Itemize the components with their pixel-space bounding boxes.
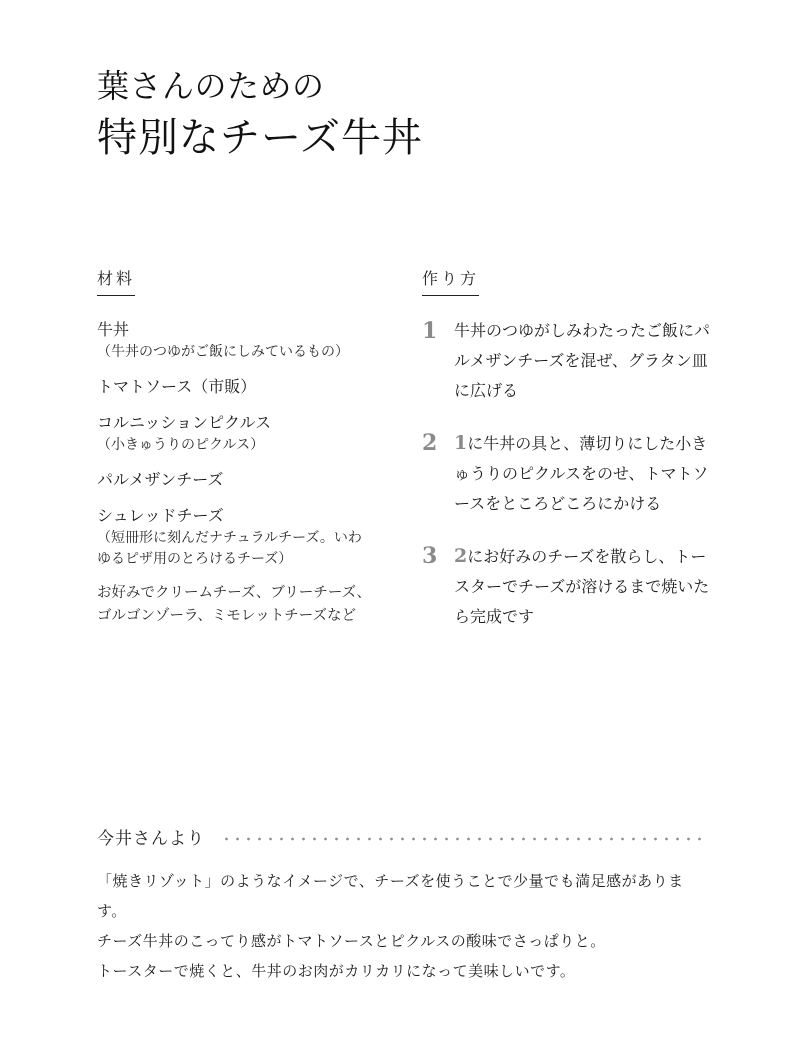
step-text [454,316,716,406]
steps-list [422,316,722,654]
step-body: にお好みのチーズを散らし、トースターでチーズが溶けるまで焼いたら完成です [454,547,710,626]
ingredient-name: コルニッションピクルス [97,413,272,432]
step-reference: 1 [454,432,468,454]
ingredient-item [97,318,397,363]
ingredient-optional-line: ゴルゴンゾーラ、ミモレットチーズなど [97,608,356,624]
dotted-divider [221,837,707,841]
ingredient-item [97,375,397,399]
ingredient-name: トマトソース（市販） [97,377,257,396]
step-text [454,428,716,519]
page-title: 特別なチーズ牛丼 [97,115,423,161]
step-item [422,428,722,519]
ingredient-note: （短冊形に刻んだナチュラルチーズ。いわ [97,530,362,546]
ingredient-item [97,411,397,456]
comment-paragraph: トースターで焼くと、牛丼のお肉がカリカリになって美味しいです。 [97,962,576,980]
step-text [454,541,716,632]
ingredient-note: （小きゅうりのピクルス） [97,437,265,453]
ingredient-note: ゆるピザ用のとろけるチーズ） [97,551,293,567]
ingredient-item [97,468,397,492]
title-block [97,66,423,164]
step-item [422,541,722,632]
ingredient-name: シュレッドチーズ [97,506,224,525]
step-item [422,316,722,406]
step-body: に牛丼の具と、薄切りにした小きゅうりのピクルスをのせ、トマトソースをところどころにかける [454,434,709,513]
step-body: 牛丼のつゆがしみわたったご飯にパルメザンチーズを混ぜ、グラタン皿に広げる [454,321,711,400]
step-reference: 2 [454,545,468,567]
ingredient-optional-line: お好みでクリームチーズ、ブリーチーズ、 [97,585,372,601]
comment-body [97,866,709,986]
comment-title: 今井さんより [97,829,205,849]
ingredients-heading: 材料 [97,268,135,296]
ingredient-name: 牛丼 [97,320,130,339]
ingredients-list [97,318,397,628]
comment-paragraph: チーズ牛丼のこってり感がトマトソースとピクルスの酸味でさっぱりと。 [97,932,606,950]
step-number: 1 [422,318,438,344]
comment-header [97,826,707,852]
step-number: 3 [422,543,438,569]
ingredient-name: パルメザンチーズ [97,470,224,489]
ingredient-note: （牛丼のつゆがご飯にしみているもの） [97,344,349,360]
ingredient-optional [97,582,397,628]
steps-heading: 作り方 [422,268,479,296]
comment-paragraph: 「焼きリゾット」のようなイメージで、チーズを使うことで少量でも満足感があります。 [97,872,684,920]
title-subtitle: 葉さんのための [97,67,325,105]
step-number: 2 [422,430,438,456]
ingredient-item [97,504,397,570]
